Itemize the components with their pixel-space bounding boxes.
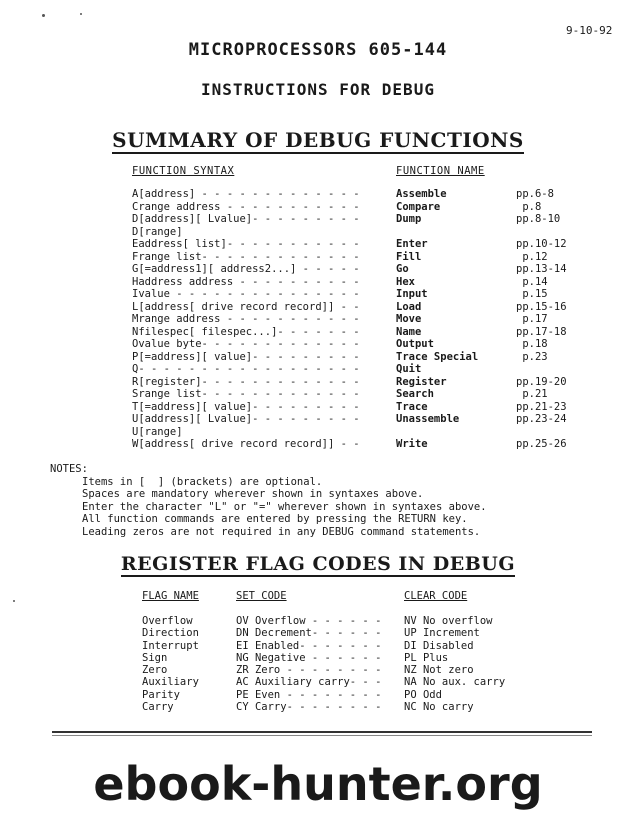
function-name: Go xyxy=(396,263,409,275)
flag-name: Carry xyxy=(142,701,174,714)
function-pages: p.23 xyxy=(516,350,548,363)
flag-name: Sign xyxy=(142,651,168,664)
function-pages: p.14 xyxy=(516,275,548,288)
function-row xyxy=(0,238,636,251)
function-syntax: Haddress address - - - - - - - - - - xyxy=(132,275,360,288)
note-line: Leading zeros are not required in any DEBUG command statements. xyxy=(82,525,481,538)
function-pages: pp.23-24 xyxy=(516,413,567,425)
flag-clear-code: NA No aux. carry xyxy=(404,676,506,689)
note-line: All function commands are entered by pressing the RETURN key. xyxy=(82,513,468,525)
function-syntax: Mrange address - - - - - - - - - - - xyxy=(132,313,360,325)
function-row xyxy=(0,276,636,289)
function-pages: pp.13-14 xyxy=(516,263,567,275)
function-row xyxy=(0,288,636,301)
function-syntax: U[range] xyxy=(132,425,183,438)
function-name: Assemble xyxy=(396,188,447,200)
function-name: Enter xyxy=(396,238,428,250)
function-name: Write xyxy=(396,438,428,450)
flag-name: Overflow xyxy=(142,615,193,627)
function-pages: pp.8-10 xyxy=(516,213,561,225)
flag-set-code: EI Enabled- - - - - - - xyxy=(236,639,382,652)
function-name: Unassemble xyxy=(396,413,460,425)
function-pages: pp.25-26 xyxy=(516,438,567,450)
scan-speck xyxy=(13,600,15,602)
function-row xyxy=(0,363,636,376)
flag-row xyxy=(0,676,636,688)
function-pages: p.12 xyxy=(516,250,548,263)
function-name: Output xyxy=(396,338,434,350)
flag-name: Interrupt xyxy=(142,639,199,652)
note-line: Enter the character "L" or "=" wherever shown in syntaxes above. xyxy=(82,500,487,513)
function-syntax: L[address[ drive record record]] - - xyxy=(132,300,360,313)
flag-clear-code: NZ Not zero xyxy=(404,664,474,677)
flag-name: Direction xyxy=(142,627,199,640)
flag-heading-text: REGISTER FLAG CODES IN DEBUG xyxy=(120,553,516,575)
function-syntax: Nfilespec[ filespec...]- - - - - - - xyxy=(132,325,360,338)
function-syntax: Eaddress[ list]- - - - - - - - - - - xyxy=(132,238,360,250)
function-pages: pp.6-8 xyxy=(516,188,554,200)
notes-section xyxy=(50,463,487,538)
function-syntax: R[register]- - - - - - - - - - - - - xyxy=(132,375,360,388)
function-row xyxy=(0,388,636,401)
function-syntax: G[=address1][ address2...] - - - - - xyxy=(132,263,360,275)
function-name: Input xyxy=(396,288,428,300)
note-line: Items in [ ] (brackets) are optional. xyxy=(82,475,323,488)
function-row xyxy=(0,351,636,364)
flag-set-code: PE Even - - - - - - - - xyxy=(236,688,382,701)
function-syntax: T[=address][ value]- - - - - - - - - xyxy=(132,400,360,413)
function-pages: p.17 xyxy=(516,313,548,325)
flag-set-code: NG Negative - - - - - - xyxy=(236,651,382,664)
column-header-set-code: SET CODE xyxy=(236,590,287,602)
flag-table xyxy=(0,615,636,713)
function-name: Load xyxy=(396,300,422,313)
function-pages: p.18 xyxy=(516,338,548,350)
function-syntax: W[address[ drive record record]] - - xyxy=(132,438,360,450)
flag-row xyxy=(0,689,636,701)
function-name: Name xyxy=(396,325,422,338)
page-subtitle: INSTRUCTIONS FOR DEBUG xyxy=(201,80,435,99)
function-syntax: D[address][ Lvalue]- - - - - - - - - xyxy=(132,213,360,225)
function-pages: pp.15-16 xyxy=(516,300,567,313)
function-row xyxy=(0,251,636,264)
function-pages: pp.10-12 xyxy=(516,238,567,250)
function-syntax: Srange list- - - - - - - - - - - - - xyxy=(132,388,360,400)
function-syntax: Ovalue byte- - - - - - - - - - - - - xyxy=(132,338,360,350)
function-row xyxy=(0,326,636,339)
function-row xyxy=(0,376,636,389)
flag-clear-code: UP Increment xyxy=(404,627,480,640)
watermark: ebook-hunter.org xyxy=(93,757,543,811)
flag-row xyxy=(0,652,636,664)
function-row xyxy=(0,188,636,201)
function-pages: pp.19-20 xyxy=(516,375,567,388)
function-syntax: Crange address - - - - - - - - - - - xyxy=(132,200,360,213)
function-name: Quit xyxy=(396,363,422,375)
function-pages: p.21 xyxy=(516,388,548,400)
flag-clear-code: NC No carry xyxy=(404,701,474,714)
document-date: 9-10-92 xyxy=(566,24,613,37)
column-header-flag-name: FLAG NAME xyxy=(142,590,199,602)
function-row xyxy=(0,263,636,276)
function-pages: p.15 xyxy=(516,288,548,300)
function-name: Compare xyxy=(396,200,441,213)
scan-speck xyxy=(42,14,45,17)
function-name: Register xyxy=(396,375,447,388)
flag-set-code: CY Carry- - - - - - - - xyxy=(236,701,382,714)
function-pages: pp.17-18 xyxy=(516,325,567,338)
function-name: Trace Special xyxy=(396,350,479,363)
flag-set-code: OV Overflow - - - - - - xyxy=(236,615,382,627)
function-syntax: Ivalue - - - - - - - - - - - - - - - xyxy=(132,288,360,300)
flag-clear-code: NV No overflow xyxy=(404,615,493,627)
flag-clear-code: PL Plus xyxy=(404,651,449,664)
scan-speck xyxy=(80,13,82,15)
function-table xyxy=(0,188,636,451)
function-row xyxy=(0,413,636,426)
flag-set-code: ZR Zero - - - - - - - - xyxy=(236,664,382,677)
divider-rule xyxy=(52,731,592,733)
flag-heading xyxy=(0,553,636,575)
function-syntax: U[address][ Lvalue]- - - - - - - - - xyxy=(132,413,360,425)
summary-heading xyxy=(0,128,636,152)
flag-set-code: DN Decrement- - - - - - xyxy=(236,627,382,640)
flag-row xyxy=(0,664,636,676)
column-header-syntax: FUNCTION SYNTAX xyxy=(132,165,235,177)
notes-label: NOTES: xyxy=(50,463,88,475)
flag-clear-code: PO Odd xyxy=(404,688,442,701)
function-row xyxy=(0,301,636,314)
function-name: Fill xyxy=(396,250,422,263)
column-header-name: FUNCTION NAME xyxy=(396,165,485,177)
function-row xyxy=(0,338,636,351)
function-syntax: A[address] - - - - - - - - - - - - - xyxy=(132,188,360,200)
course-title: MICROPROCESSORS 605-144 xyxy=(188,40,448,60)
function-syntax: Frange list- - - - - - - - - - - - - xyxy=(132,250,360,263)
function-pages: pp.21-23 xyxy=(516,400,567,413)
function-row xyxy=(0,213,636,226)
function-name: Search xyxy=(396,388,434,400)
flag-clear-code: DI Disabled xyxy=(404,639,474,652)
flag-name: Parity xyxy=(142,688,180,701)
flag-name: Zero xyxy=(142,664,168,677)
flag-row xyxy=(0,640,636,652)
flag-row xyxy=(0,627,636,639)
summary-heading-text: SUMMARY OF DEBUG FUNCTIONS xyxy=(112,128,524,152)
function-row xyxy=(0,226,636,239)
function-syntax: D[range] xyxy=(132,225,183,238)
function-pages: p.8 xyxy=(516,200,542,213)
function-name: Trace xyxy=(396,400,428,413)
function-row xyxy=(0,401,636,414)
flag-row xyxy=(0,701,636,713)
function-syntax: P[=address][ value]- - - - - - - - - xyxy=(132,350,360,363)
divider-rule-thin xyxy=(52,735,592,736)
function-row xyxy=(0,438,636,451)
flag-row xyxy=(0,615,636,627)
flag-name: Auxiliary xyxy=(142,676,199,689)
column-header-clear-code: CLEAR CODE xyxy=(404,590,468,602)
function-row xyxy=(0,313,636,326)
note-line: Spaces are mandatory wherever shown in syntaxes above. xyxy=(82,488,424,500)
flag-set-code: AC Auxiliary carry- - - xyxy=(236,676,382,689)
function-row xyxy=(0,201,636,214)
function-name: Hex xyxy=(396,275,415,288)
function-name: Move xyxy=(396,313,422,325)
function-syntax: Q- - - - - - - - - - - - - - - - - - xyxy=(132,363,360,375)
function-name: Dump xyxy=(396,213,422,225)
function-row xyxy=(0,426,636,439)
